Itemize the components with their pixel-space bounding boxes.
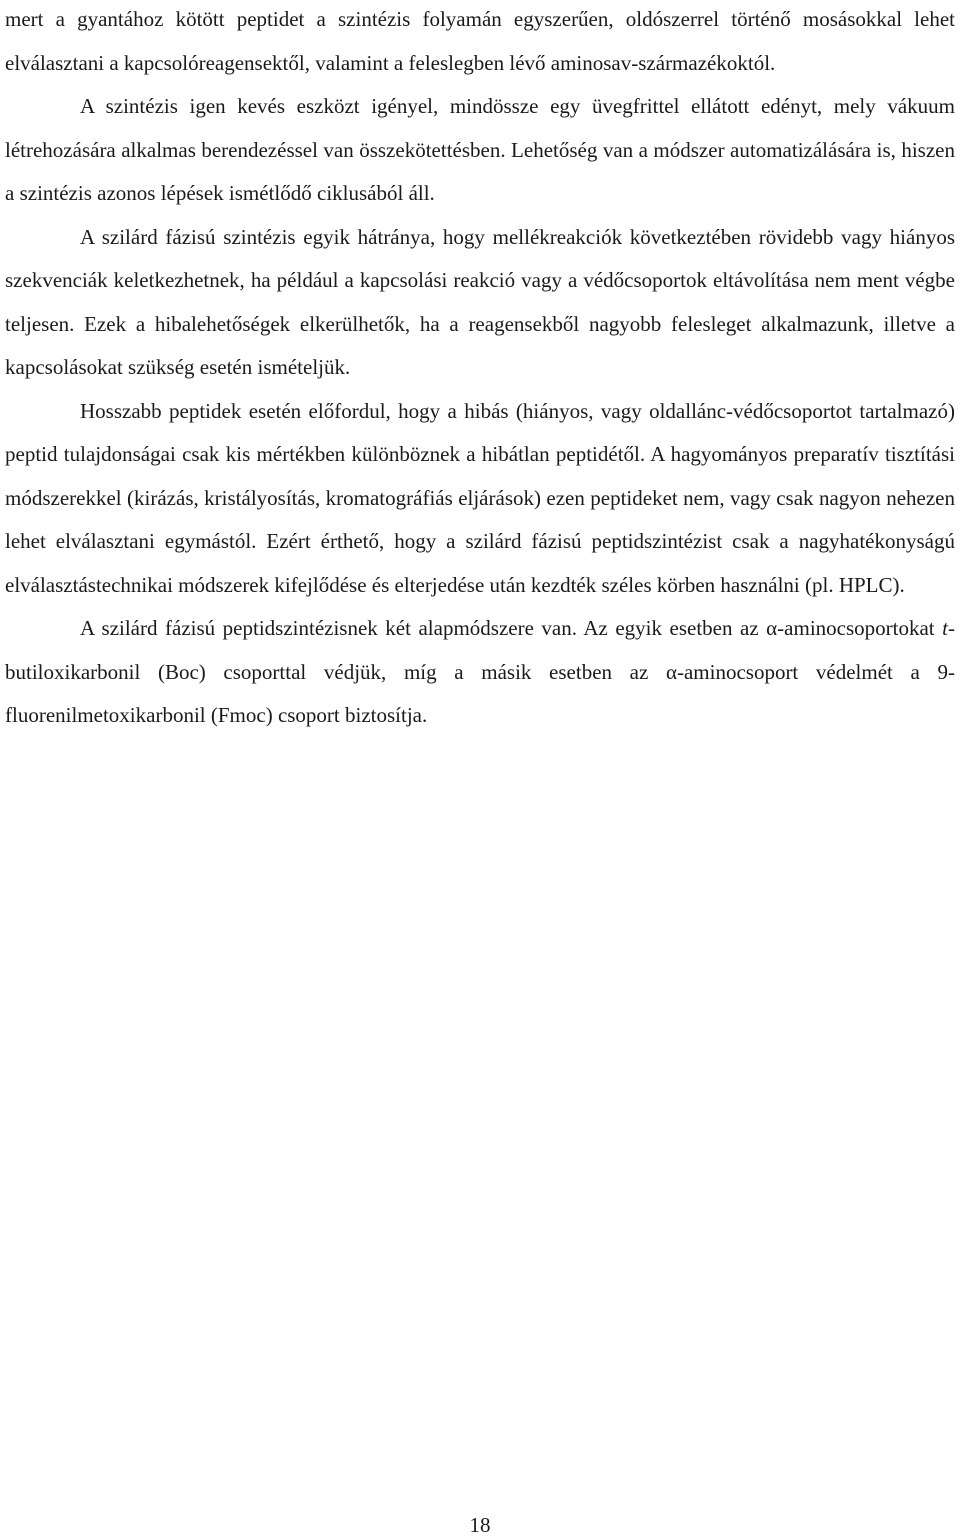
- paragraph-disadvantage: A szilárd fázisú szintézis egyik hátránya, hogy mellékreakciók következtében rövidebb vagy hiányos szekvenciák keletkezhetnek, ha például a kapcsolási reakció vagy a védőcsoportok eltávolítása nem ment végbe teljesen. Ezek a hibalehetőségek elkerülhetők, ha a reagensekből nagyobb felesleget alkalmazunk, illetve a kapcsolásokat szükség esetén ismételjük.: [5, 224, 955, 379]
- paragraph-synthesis-equipment: A szintézis igen kevés eszközt igényel, mindössze egy üvegfrittel ellátott edényt, mely vákuum létrehozására alkalmas berendezéssel van összekötettésben. Lehetőség van a módszer automatizálására is, hiszen a szintézis azonos lépések ismétlődő ciklusából áll.: [5, 94, 955, 205]
- paragraph-continuation: mert a gyantához kötött peptidet a szintézis folyamán egyszerűen, oldószerrel történő mosásokkal lehet elválasztani a kapcsolóreagensektől, valamint a feleslegben lévő aminosav-származékoktól.: [5, 7, 955, 75]
- methods-text-start: A szilárd fázisú peptidszintézisnek két alapmódszere van. Az egyik esetben az α-aminocsoportokat: [80, 616, 943, 640]
- page-number: 18: [469, 1513, 491, 1537]
- tert-prefix: t: [942, 616, 948, 640]
- methods-text-end: -butiloxikarbonil (Boc) csoporttal védjük, míg a másik esetben az α-aminocsoport védelmét a 9-fluorenilmetoxikarbonil (Fmoc) csoport biztosítja.: [5, 616, 955, 727]
- paragraph-methods: [5, 607, 955, 738]
- document-page: [5, 0, 955, 738]
- paragraph-purification: Hosszabb peptidek esetén előfordul, hogy a hibás (hiányos, vagy oldallánc-védőcsoportot tartalmazó) peptid tulajdonságai csak kis mértékben különböznek a hibátlan peptidétől. A hagyományos preparatív tisztítási módszerekkel (kirázás, kristályosítás, kromatográfiás eljárások) ezen peptideket nem, vagy csak nagyon nehezen lehet elválasztani egymástól. Ezért érthető, hogy a szilárd fázisú peptidszintézist csak a nagyhatékonyságú elválasztástechnikai módszerek kifejlődése és elterjedése után kezdték széles körben használni (pl. HPLC).: [5, 398, 955, 597]
